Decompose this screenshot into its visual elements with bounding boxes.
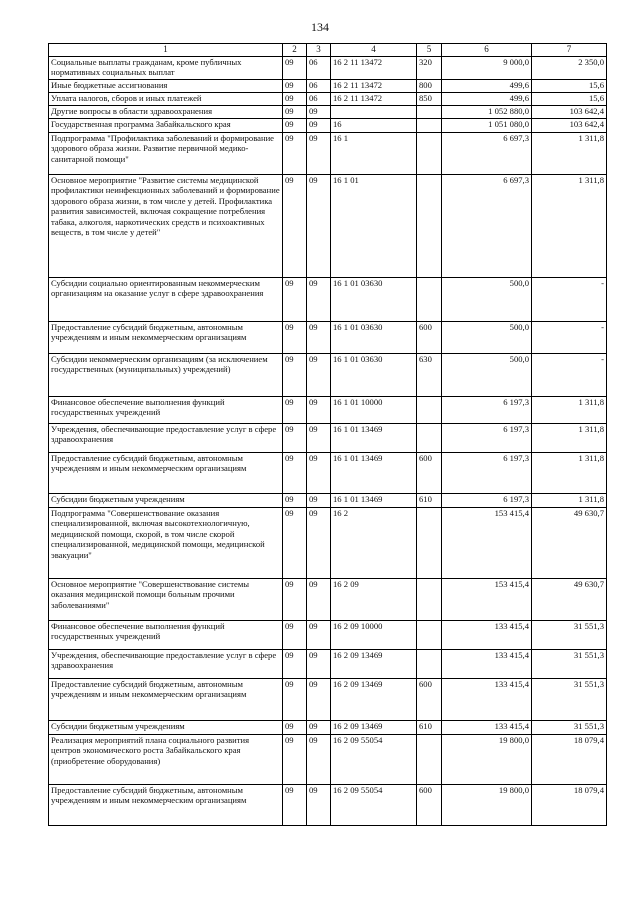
column-header: 1 [49,44,283,57]
amount-approved: 500,0 [442,354,532,397]
row-name: Подпрограмма "Совершенствование оказания специализированной, включая высокотехнологичную, медицинской помощи, скорой, в том числе скорой специализированной, медицинской помощи, медицинской эвакуации" [49,508,283,579]
row-name: Подпрограмма "Профилактика заболеваний и формирование здорового образа жизни. Развитие первичной медико-санитарной помощи" [49,133,283,175]
expense-type-code: 630 [417,354,442,397]
expense-type-code: 600 [417,679,442,721]
row-name: Государственная программа Забайкальского края [49,119,283,133]
section-code: 09 [283,119,307,133]
subsection-code: 09 [307,424,331,453]
amount-executed: 2 350,0 [532,57,607,80]
target-article-code: 16 1 01 13469 [331,424,417,453]
section-code: 09 [283,175,307,278]
table-row [49,278,607,322]
amount-approved: 153 415,4 [442,579,532,621]
section-code: 09 [283,354,307,397]
section-code: 09 [283,721,307,735]
row-name: Учреждения, обеспечивающие предоставление услуг в сфере здравоохранения [49,650,283,679]
subsection-code: 09 [307,494,331,508]
table-row [49,735,607,785]
table-row [49,119,607,133]
row-name: Финансовое обеспечение выполнения функций государственных учреждений [49,621,283,650]
table-row [49,424,607,453]
expense-type-code [417,735,442,785]
section-code: 09 [283,785,307,826]
amount-executed: 31 551,3 [532,650,607,679]
subsection-code: 09 [307,721,331,735]
subsection-code: 09 [307,621,331,650]
table-row [49,57,607,80]
expense-type-code [417,621,442,650]
amount-executed: 18 079,4 [532,785,607,826]
amount-executed: - [532,354,607,397]
target-article-code: 16 2 09 [331,579,417,621]
target-article-code: 16 2 09 13469 [331,650,417,679]
subsection-code: 09 [307,397,331,424]
expense-type-code [417,397,442,424]
amount-approved: 6 697,3 [442,133,532,175]
section-code: 09 [283,57,307,80]
target-article-code: 16 1 [331,133,417,175]
section-code: 09 [283,453,307,494]
table-row [49,721,607,735]
column-header: 4 [331,44,417,57]
amount-executed: 103 642,4 [532,106,607,119]
section-code: 09 [283,579,307,621]
target-article-code: 16 2 11 13472 [331,57,417,80]
column-header: 5 [417,44,442,57]
target-article-code: 16 2 09 10000 [331,621,417,650]
subsection-code: 09 [307,650,331,679]
target-article-code: 16 1 01 13469 [331,453,417,494]
amount-executed: 1 311,8 [532,397,607,424]
expense-type-code [417,119,442,133]
amount-executed: 1 311,8 [532,133,607,175]
table-row [49,80,607,93]
amount-executed: - [532,322,607,354]
section-code: 09 [283,397,307,424]
table-row [49,397,607,424]
amount-approved: 133 415,4 [442,621,532,650]
table-row [49,650,607,679]
target-article-code: 16 1 01 03630 [331,278,417,322]
target-article-code: 16 1 01 13469 [331,494,417,508]
expense-type-code: 600 [417,785,442,826]
amount-approved: 500,0 [442,322,532,354]
expense-type-code: 610 [417,721,442,735]
subsection-code: 09 [307,354,331,397]
table-row [49,579,607,621]
subsection-code: 09 [307,679,331,721]
expense-type-code: 600 [417,322,442,354]
subsection-code: 09 [307,106,331,119]
amount-approved: 9 000,0 [442,57,532,80]
column-header: 7 [532,44,607,57]
table-row [49,508,607,579]
amount-executed: 15,6 [532,93,607,106]
expense-type-code: 850 [417,93,442,106]
target-article-code: 16 2 11 13472 [331,80,417,93]
amount-approved: 6 197,3 [442,397,532,424]
subsection-code: 09 [307,508,331,579]
column-header: 3 [307,44,331,57]
amount-executed: 49 630,7 [532,508,607,579]
subsection-code: 09 [307,175,331,278]
table-row [49,621,607,650]
amount-approved: 6 197,3 [442,494,532,508]
target-article-code: 16 2 09 13469 [331,721,417,735]
row-name: Основное мероприятие "Совершенствование системы оказания медицинской помощи больным прочими заболеваниями" [49,579,283,621]
column-header: 6 [442,44,532,57]
amount-approved: 19 800,0 [442,785,532,826]
subsection-code: 09 [307,579,331,621]
row-name: Основное мероприятие "Развитие системы медицинской профилактики неинфекционных заболеваний и формирование здорового образа жизни, в том числе у детей. Профилактика развития зависимостей, включая сокращение потребления табака, алкоголя, наркотических средств и психоактивных веществ, в том числе у детей" [49,175,283,278]
row-name: Субсидии социально ориентированным некоммерческим организациям на оказание услуг в сфере здравоохранения [49,278,283,322]
amount-executed: 31 551,3 [532,679,607,721]
row-name: Субсидии бюджетным учреждениям [49,721,283,735]
section-code: 09 [283,106,307,119]
table-row [49,93,607,106]
section-code: 09 [283,650,307,679]
expense-type-code [417,424,442,453]
expense-type-code [417,133,442,175]
row-name: Социальные выплаты гражданам, кроме публичных нормативных социальных выплат [49,57,283,80]
row-name: Предоставление субсидий бюджетным, автономным учреждениям и иным некоммерческим организациям [49,679,283,721]
expense-type-code [417,650,442,679]
target-article-code: 16 1 01 10000 [331,397,417,424]
expense-type-code: 610 [417,494,442,508]
row-name: Реализация мероприятий плана социального развития центров экономического роста Забайкальского края (приобретение оборудования) [49,735,283,785]
section-code: 09 [283,735,307,785]
expense-type-code [417,508,442,579]
table-header-row [49,44,607,57]
row-name: Иные бюджетные ассигнования [49,80,283,93]
subsection-code: 09 [307,453,331,494]
row-name: Учреждения, обеспечивающие предоставление услуг в сфере здравоохранения [49,424,283,453]
subsection-code: 09 [307,119,331,133]
subsection-code: 09 [307,785,331,826]
page-number: 134 [311,20,329,34]
table-row [49,322,607,354]
row-name: Финансовое обеспечение выполнения функций государственных учреждений [49,397,283,424]
section-code: 09 [283,494,307,508]
target-article-code: 16 2 09 13469 [331,679,417,721]
amount-approved: 133 415,4 [442,650,532,679]
table-row [49,453,607,494]
subsection-code: 06 [307,80,331,93]
expense-type-code [417,278,442,322]
table-row [49,494,607,508]
amount-approved: 499,6 [442,93,532,106]
amount-executed: 1 311,8 [532,453,607,494]
subsection-code: 09 [307,735,331,785]
target-article-code: 16 1 01 03630 [331,354,417,397]
table-row [49,679,607,721]
row-name: Субсидии некоммерческим организациям (за исключением государственных (муниципальных) учреждений) [49,354,283,397]
amount-executed: 31 551,3 [532,621,607,650]
row-name: Субсидии бюджетным учреждениям [49,494,283,508]
expense-type-code [417,579,442,621]
amount-approved: 153 415,4 [442,508,532,579]
expense-type-code: 600 [417,453,442,494]
target-article-code: 16 2 09 55054 [331,785,417,826]
target-article-code: 16 2 11 13472 [331,93,417,106]
amount-approved: 1 052 880,0 [442,106,532,119]
row-name: Уплата налогов, сборов и иных платежей [49,93,283,106]
target-article-code: 16 2 09 55054 [331,735,417,785]
amount-approved: 19 800,0 [442,735,532,785]
section-code: 09 [283,133,307,175]
subsection-code: 09 [307,133,331,175]
section-code: 09 [283,322,307,354]
amount-executed: 31 551,3 [532,721,607,735]
table-row [49,133,607,175]
amount-approved: 6 197,3 [442,453,532,494]
amount-executed: 18 079,4 [532,735,607,785]
amount-executed: - [532,278,607,322]
expense-type-code: 320 [417,57,442,80]
row-name: Другие вопросы в области здравоохранения [49,106,283,119]
amount-executed: 15,6 [532,80,607,93]
column-header: 2 [283,44,307,57]
section-code: 09 [283,278,307,322]
expense-type-code [417,175,442,278]
amount-approved: 6 197,3 [442,424,532,453]
section-code: 09 [283,508,307,579]
subsection-code: 06 [307,93,331,106]
amount-executed: 103 642,4 [532,119,607,133]
amount-approved: 499,6 [442,80,532,93]
amount-approved: 1 051 080,0 [442,119,532,133]
row-name: Предоставление субсидий бюджетным, автономным учреждениям и иным некоммерческим организациям [49,785,283,826]
section-code: 09 [283,93,307,106]
row-name: Предоставление субсидий бюджетным, автономным учреждениям и иным некоммерческим организациям [49,453,283,494]
row-name: Предоставление субсидий бюджетным, автономным учреждениям и иным некоммерческим организациям [49,322,283,354]
amount-executed: 49 630,7 [532,579,607,621]
target-article-code [331,106,417,119]
target-article-code: 16 1 01 [331,175,417,278]
table-row [49,785,607,826]
table-row [49,175,607,278]
section-code: 09 [283,679,307,721]
table-row [49,354,607,397]
subsection-code: 06 [307,57,331,80]
amount-approved: 6 697,3 [442,175,532,278]
amount-executed: 1 311,8 [532,424,607,453]
target-article-code: 16 [331,119,417,133]
amount-approved: 133 415,4 [442,679,532,721]
subsection-code: 09 [307,322,331,354]
table-row [49,106,607,119]
subsection-code: 09 [307,278,331,322]
target-article-code: 16 1 01 03630 [331,322,417,354]
amount-approved: 500,0 [442,278,532,322]
section-code: 09 [283,424,307,453]
section-code: 09 [283,80,307,93]
budget-table [48,43,607,826]
expense-type-code [417,106,442,119]
amount-executed: 1 311,8 [532,175,607,278]
amount-approved: 133 415,4 [442,721,532,735]
amount-executed: 1 311,8 [532,494,607,508]
expense-type-code: 800 [417,80,442,93]
section-code: 09 [283,621,307,650]
target-article-code: 16 2 [331,508,417,579]
